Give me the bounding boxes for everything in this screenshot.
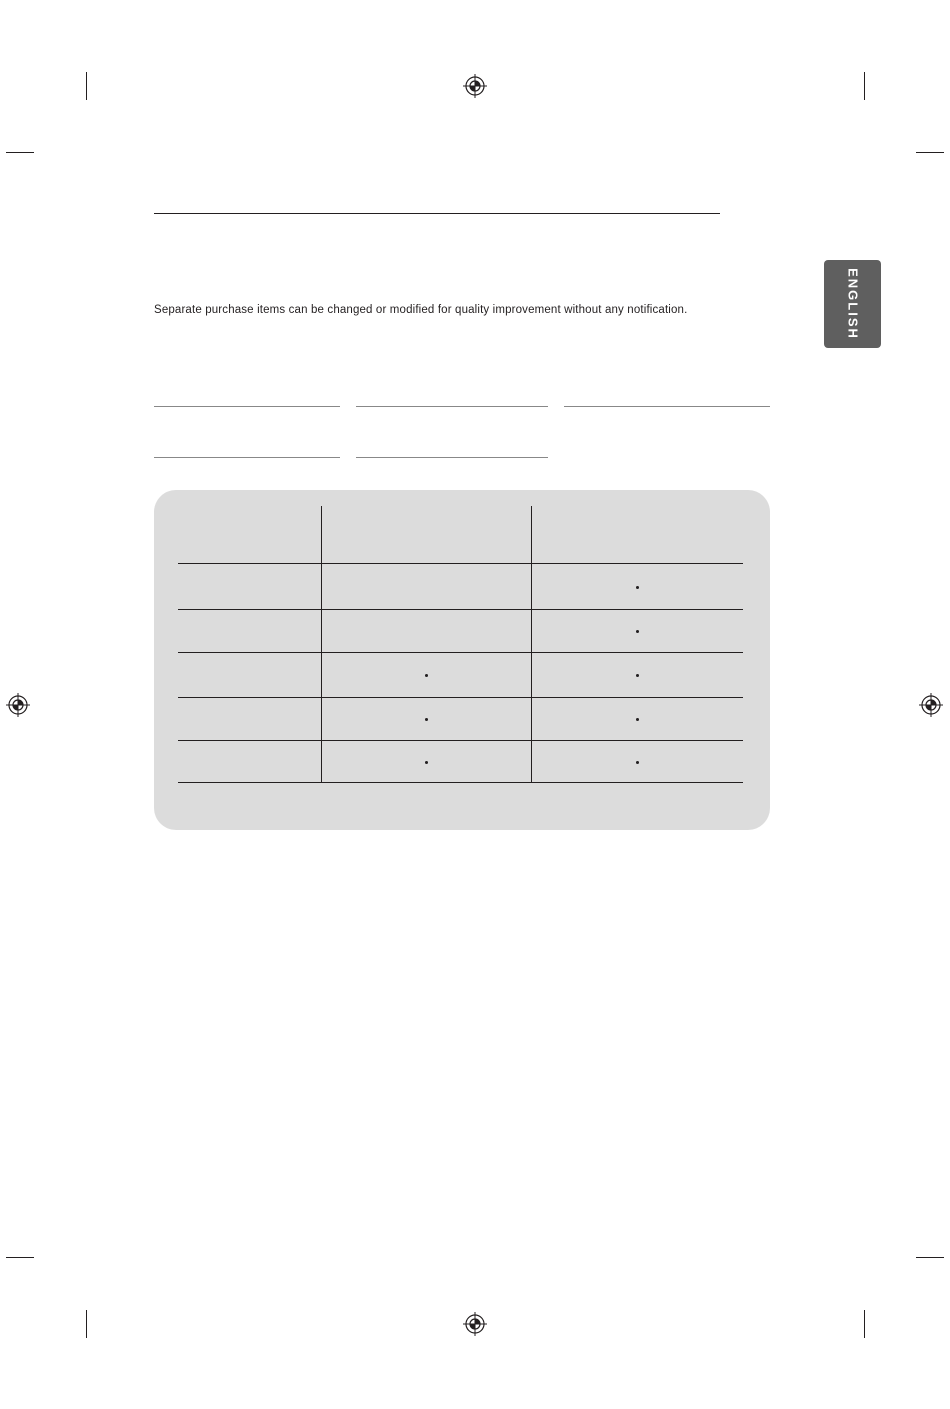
table-row-line bbox=[178, 609, 743, 610]
table-row-line bbox=[178, 697, 743, 698]
spec-panel bbox=[154, 490, 770, 830]
registration-mark-icon bbox=[6, 693, 30, 717]
table-cell-dot bbox=[636, 761, 639, 764]
registration-mark-icon bbox=[463, 1312, 487, 1336]
accessory-rule bbox=[356, 406, 548, 407]
table-row-line bbox=[178, 740, 743, 741]
crop-mark-top-right bbox=[864, 72, 865, 100]
crop-mark-bottom-right-h bbox=[916, 1257, 944, 1258]
crop-mark-top-left bbox=[86, 72, 87, 100]
notice-text: Separate purchase items can be changed or modified for quality improvement without any notification. bbox=[154, 304, 688, 316]
accessory-rule bbox=[154, 406, 340, 407]
accessory-rule bbox=[154, 457, 340, 458]
table-cell-dot bbox=[636, 718, 639, 721]
language-tab-label: ENGLISH bbox=[845, 268, 860, 340]
table-cell-dot bbox=[636, 674, 639, 677]
crop-mark-bottom-left-h bbox=[6, 1257, 34, 1258]
table-cell-dot bbox=[425, 718, 428, 721]
table-row-line bbox=[178, 652, 743, 653]
table-cell-dot bbox=[425, 761, 428, 764]
registration-mark-icon bbox=[463, 74, 487, 98]
language-tab bbox=[824, 260, 881, 348]
accessory-rule bbox=[564, 406, 770, 407]
crop-mark-top-right-h bbox=[916, 152, 944, 153]
title-rule bbox=[154, 213, 720, 214]
crop-mark-top-left-h bbox=[6, 152, 34, 153]
accessory-rule bbox=[356, 457, 548, 458]
registration-mark-icon bbox=[919, 693, 943, 717]
crop-mark-bottom-left bbox=[86, 1310, 87, 1338]
crop-mark-bottom-right bbox=[864, 1310, 865, 1338]
table-row-line bbox=[178, 782, 743, 783]
table-cell-dot bbox=[636, 630, 639, 633]
table-cell-dot bbox=[636, 586, 639, 589]
table-cell-dot bbox=[425, 674, 428, 677]
table-row-line bbox=[178, 563, 743, 564]
